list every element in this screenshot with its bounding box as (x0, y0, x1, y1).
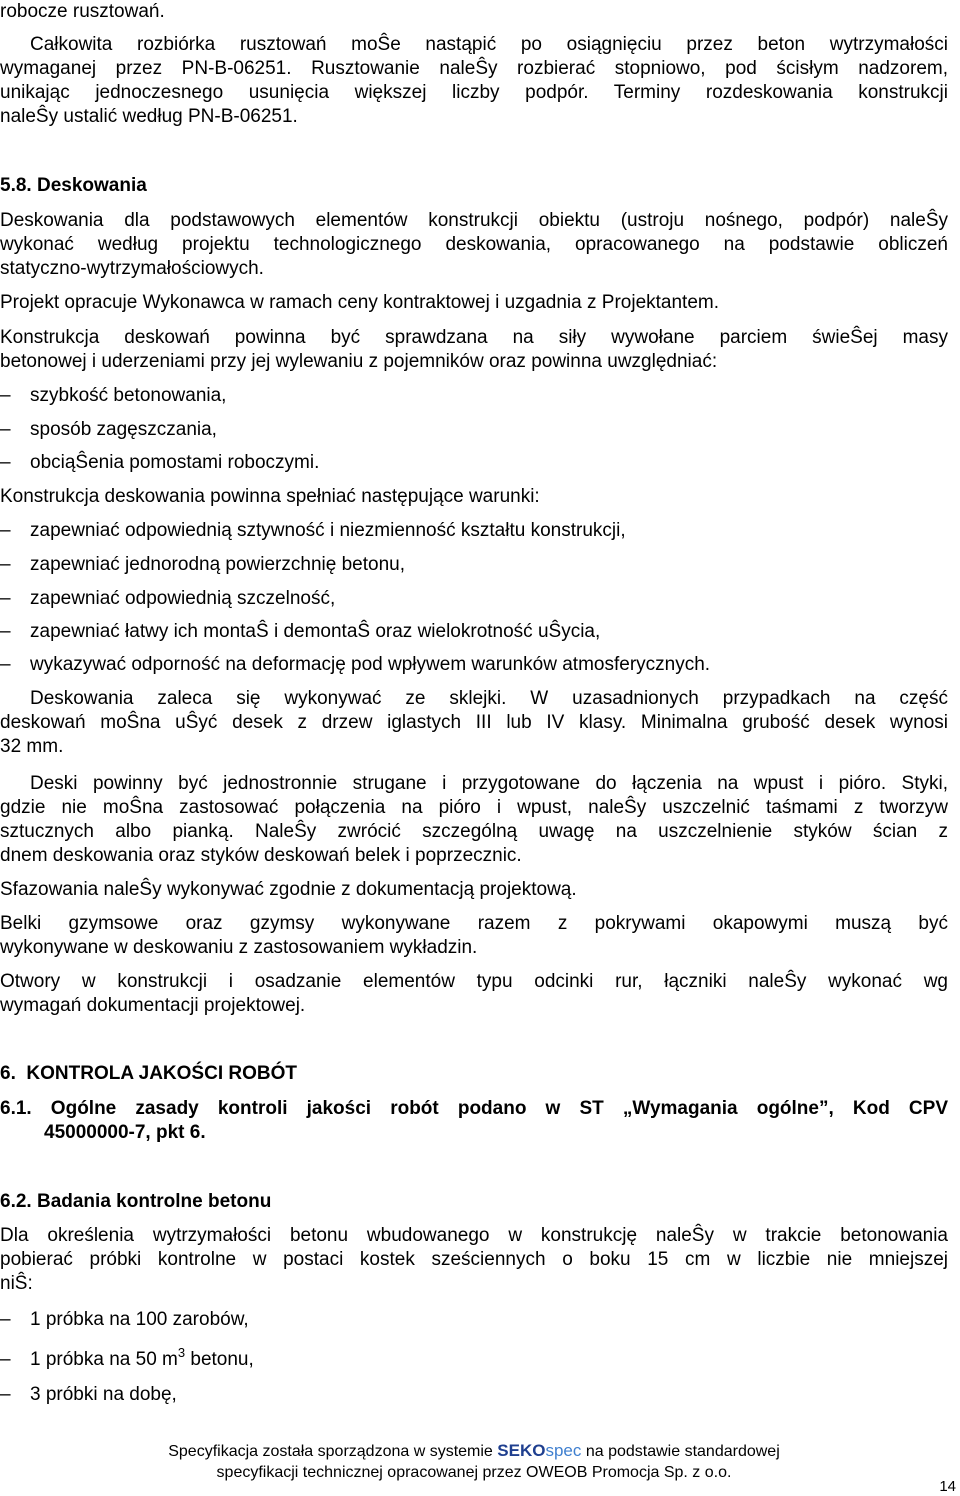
dash-bullet: – (0, 385, 11, 406)
text-line: niŜ: (0, 1273, 33, 1294)
dash-bullet: – (0, 588, 11, 609)
list-item-text: obciąŜenia pomostami roboczymi. (30, 452, 320, 473)
text-line: unikając jednoczesnego usunięcia większej liczby podpór. Terminy rozdeskowania konstrukcji (0, 82, 948, 103)
footer-text: na podstawie standardowej (585, 1443, 780, 1460)
list-item-text: 3 próbki na dobę, (30, 1384, 177, 1405)
footer-text: Specyfikacja została sporządzona w systemie (168, 1443, 493, 1460)
dash-bullet: – (0, 1384, 11, 1405)
section-heading-cont: 45000000-7, pkt 6. (44, 1122, 206, 1143)
dash-bullet: – (0, 1309, 11, 1330)
chapter-heading: 6. KONTROLA JAKOŚCI ROBÓT (0, 1063, 297, 1084)
text-line: dnem deskowania oraz styków deskowań belek i poprzecznic. (0, 845, 522, 866)
text-line: gdzie nie moŜna zastosować połączenia na pióro i wpust, naleŜy uszczelnić taśmami z tworzyw (0, 797, 948, 818)
list-item-text-part: betonu, (190, 1349, 254, 1370)
list-item-text: zapewniać jednorodną powierzchnię betonu, (30, 554, 405, 575)
section-heading: 5.8. Deskowania (0, 175, 147, 196)
page-number: 14 (939, 1478, 956, 1495)
list-item-text: zapewniać odpowiednią szczelność, (30, 588, 336, 609)
text-line: Całkowita rozbiórka rusztowań moŜe nastąpić po osiągnięciu przez beton wytrzymałości (30, 34, 948, 55)
text-line: wykonywane w deskowaniu z zastosowaniem wykładzin. (0, 937, 478, 958)
text-line: betonowej i uderzeniami przy jej wylewaniu z pojemników oraz powinna uwzględniać: (0, 351, 718, 372)
text-line: statyczno-wytrzymałościowych. (0, 258, 264, 279)
text-line: wymagań dokumentacji projektowej. (0, 995, 306, 1016)
list-item-text-part: 1 próbka na 50 m (30, 1349, 178, 1370)
text-line: robocze rusztowań. (0, 1, 165, 22)
list-item-text: sposób zagęszczania, (30, 419, 217, 440)
section-heading: 6.1. Ogólne zasady kontroli jakości robót podano w ST „Wymagania ogólne”, Kod CPV (0, 1098, 948, 1119)
dash-bullet: – (0, 452, 11, 473)
list-item-text: zapewniać łatwy ich montaŜ i demontaŜ oraz wielokrotność uŜycia, (30, 621, 601, 642)
text-line: naleŜy ustalić według PN-B-06251. (0, 106, 298, 127)
text-line: Deskowania zaleca się wykonywać ze sklejki. W uzasadnionych przypadkach na część (30, 688, 948, 709)
footer-line: specyfikacji technicznej opracowanej przez OWEOB Promocja Sp. z o.o. (216, 1464, 732, 1481)
section-heading: 6.2. Badania kontrolne betonu (0, 1191, 272, 1212)
dash-bullet: – (0, 520, 11, 541)
text-line: wymaganej przez PN-B-06251. Rusztowanie naleŜy rozbierać stopniowo, pod ścisłym nadzorem, (0, 58, 948, 79)
footer-line (0, 1440, 948, 1463)
text-line: sztucznych albo pianką. NaleŜy zwrócić szczególną uwagę na uszczelnienie styków ścian z (0, 821, 948, 842)
text-line: Deskowania dla podstawowych elementów konstrukcji obiektu (ustroju nośnego, podpór) naleŜy (0, 210, 948, 231)
list-item-text: wykazywać odporność na deformację pod wpływem warunków atmosferycznych. (30, 654, 711, 675)
logo-part: SEKO (497, 1441, 546, 1460)
list-item-text: zapewniać odpowiednią sztywność i niezmienność kształtu konstrukcji, (30, 520, 626, 541)
text-line: 32 mm. (0, 736, 64, 757)
text-line: deskowań moŜna uŜyć desek z drzew iglastych III lub IV klasy. Minimalna grubość desek wynosi (0, 712, 948, 733)
list-item-text (30, 1345, 254, 1372)
dash-bullet: – (0, 554, 11, 575)
text-line: Projekt opracuje Wykonawca w ramach ceny kontraktowej i uzgadnia z Projektantem. (0, 292, 719, 313)
text-line: Dla określenia wytrzymałości betonu wbudowanego w konstrukcję naleŜy w trakcie betonowania (0, 1225, 948, 1246)
dash-bullet: – (0, 654, 11, 675)
text-line: Konstrukcja deskowań powinna być sprawdzana na siły wywołane parciem świeŜej masy (0, 327, 948, 348)
dash-bullet: – (0, 621, 11, 642)
list-item-text: 1 próbka na 100 zarobów, (30, 1309, 249, 1330)
text-line: wykonać według projektu technologicznego deskowania, opracowanego na podstawie obliczeń (0, 234, 948, 255)
text-line: Sfazowania naleŜy wykonywać zgodnie z dokumentacją projektową. (0, 879, 577, 900)
list-item-text: szybkość betonowania, (30, 385, 227, 406)
text-line: Belki gzymsowe oraz gzymsy wykonywane razem z pokrywami okapowymi muszą być (0, 913, 948, 934)
sekospec-logo (497, 1443, 581, 1460)
logo-part: spec (545, 1441, 582, 1460)
dash-bullet: – (0, 419, 11, 440)
text-line: pobierać próbki kontrolne w postaci kostek sześciennych o boku 15 cm w liczbie nie mniejszej (0, 1249, 948, 1270)
superscript: 3 (177, 1345, 186, 1360)
text-line: Konstrukcja deskowania powinna spełniać następujące warunki: (0, 486, 540, 507)
dash-bullet: – (0, 1349, 11, 1370)
text-line: Deski powinny być jednostronnie strugane i przygotowane do łączenia na wpust i pióro. Styki, (30, 773, 948, 794)
text-line: Otwory w konstrukcji i osadzanie elementów typu odcinki rur, łączniki naleŜy wykonać wg (0, 971, 948, 992)
